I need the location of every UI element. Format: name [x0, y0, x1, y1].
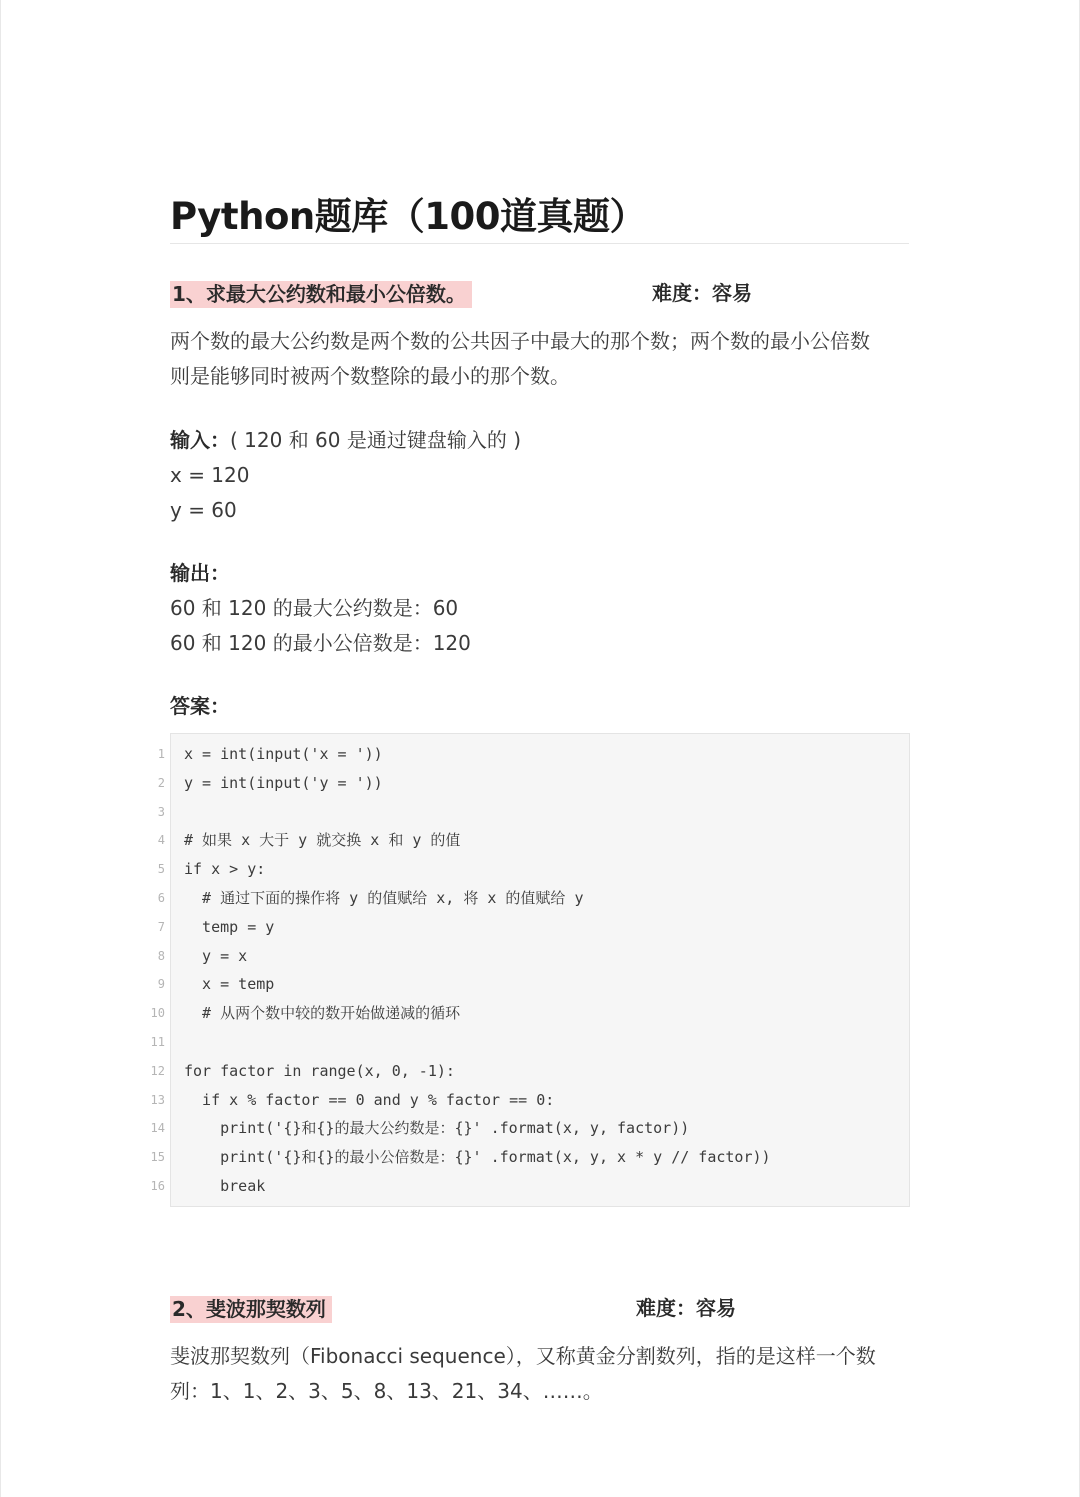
code-line-number: 13 [150, 1092, 165, 1107]
code-line-number: 8 [157, 948, 165, 963]
code-line [157, 913, 909, 942]
code-line-number: 6 [157, 891, 165, 905]
code-line-number: 16 [150, 1179, 165, 1193]
code-line-number: 1 [157, 747, 165, 761]
code-line-text: break [184, 1177, 266, 1195]
code-line [157, 942, 909, 971]
code-line-number: 3 [157, 804, 165, 819]
code-line [150, 1114, 909, 1143]
code-line [150, 999, 909, 1028]
document-title: Python题库（100道真题） [170, 195, 646, 238]
input-y-value: y = 60 [170, 498, 237, 522]
question-2-description [170, 1339, 910, 1409]
question-2-title: 2、斐波那契数列 [170, 1296, 332, 1323]
code-line-text: # 通过下面的操作将 y 的值赋给 x, 将 x 的值赋给 y [184, 889, 584, 907]
code-line [157, 826, 909, 855]
code-line-number: 4 [157, 833, 165, 848]
code-line [157, 855, 909, 884]
code-line [150, 1143, 909, 1172]
code-line-text: print('{}和{}的最小公倍数是：{}' .format(x, y, x * y // factor)) [184, 1148, 771, 1167]
code-line-number: 15 [150, 1150, 165, 1165]
input-heading [170, 427, 521, 453]
output-line-2: 60 和 120 的最小公倍数是：120 [170, 631, 471, 655]
answer-label: 答案： [170, 694, 230, 718]
code-line [157, 740, 909, 769]
code-line-number: 5 [157, 862, 165, 877]
code-line-number: 14 [150, 1121, 165, 1136]
code-block [150, 733, 910, 1207]
code-line-text: x = temp [184, 975, 275, 994]
code-line-text: # 如果 x 大于 y 就交换 x 和 y 的值 [184, 831, 461, 850]
code-line [150, 1057, 909, 1086]
code-line [157, 970, 909, 999]
code-line-text: print('{}和{}的最大公约数是：{}' .format(x, y, factor)) [184, 1119, 690, 1138]
code-line-text: y = int(input('y = ')) [184, 773, 383, 792]
code-line-text: temp = y [184, 917, 275, 936]
output-label: 输出： [170, 561, 230, 585]
question-2-description-line-2: 列：1、1、2、3、5、8、13、21、34、……。 [170, 1379, 603, 1403]
output-line-1: 60 和 120 的最大公约数是：60 [170, 596, 459, 620]
code-line [150, 1028, 909, 1057]
code-line-number: 9 [157, 977, 165, 992]
code-line-text: # 从两个数中较的数开始做递减的循环 [184, 1004, 461, 1023]
question-1-difficulty: 难度：容易 [652, 281, 752, 305]
question-1-description-line-2: 则是能够同时被两个数整除的最小的那个数。 [170, 364, 570, 388]
code-line-text: if x > y: [184, 860, 266, 879]
code-line [150, 1086, 909, 1115]
input-x-value: x = 120 [170, 463, 250, 487]
page-edge-left [0, 0, 1, 1497]
code-line-text: for factor in range(x, 0, -1): [184, 1061, 455, 1080]
question-1-description [170, 324, 910, 394]
code-line-number: 7 [157, 919, 165, 934]
question-1-title: 1、求最大公约数和最小公倍数。 [170, 281, 472, 308]
code-line [150, 1172, 909, 1201]
code-line [157, 884, 909, 913]
code-line-text: x = int(input('x = ')) [184, 745, 383, 763]
question-2-description-line-1: 斐波那契数列（Fibonacci sequence），又称黄金分割数列，指的是这样一个数 [170, 1344, 876, 1368]
input-label: 输入： [170, 428, 230, 452]
question-2-difficulty: 难度：容易 [636, 1296, 736, 1320]
code-line-number: 12 [150, 1063, 165, 1078]
code-line [157, 798, 909, 827]
code-line-number: 2 [157, 775, 165, 790]
code-line-number: 11 [150, 1035, 165, 1049]
code-line-number: 10 [150, 1006, 165, 1021]
input-note: ( 120 和 60 是通过键盘输入的 ) [230, 428, 522, 452]
code-line-text: if x % factor == 0 and y % factor == 0: [184, 1090, 555, 1109]
title-divider [170, 243, 909, 244]
code-line-text: y = x [184, 946, 248, 965]
code-line [157, 769, 909, 798]
question-1-description-line-1: 两个数的最大公约数是两个数的公共因子中最大的那个数；两个数的最小公倍数 [170, 329, 870, 353]
